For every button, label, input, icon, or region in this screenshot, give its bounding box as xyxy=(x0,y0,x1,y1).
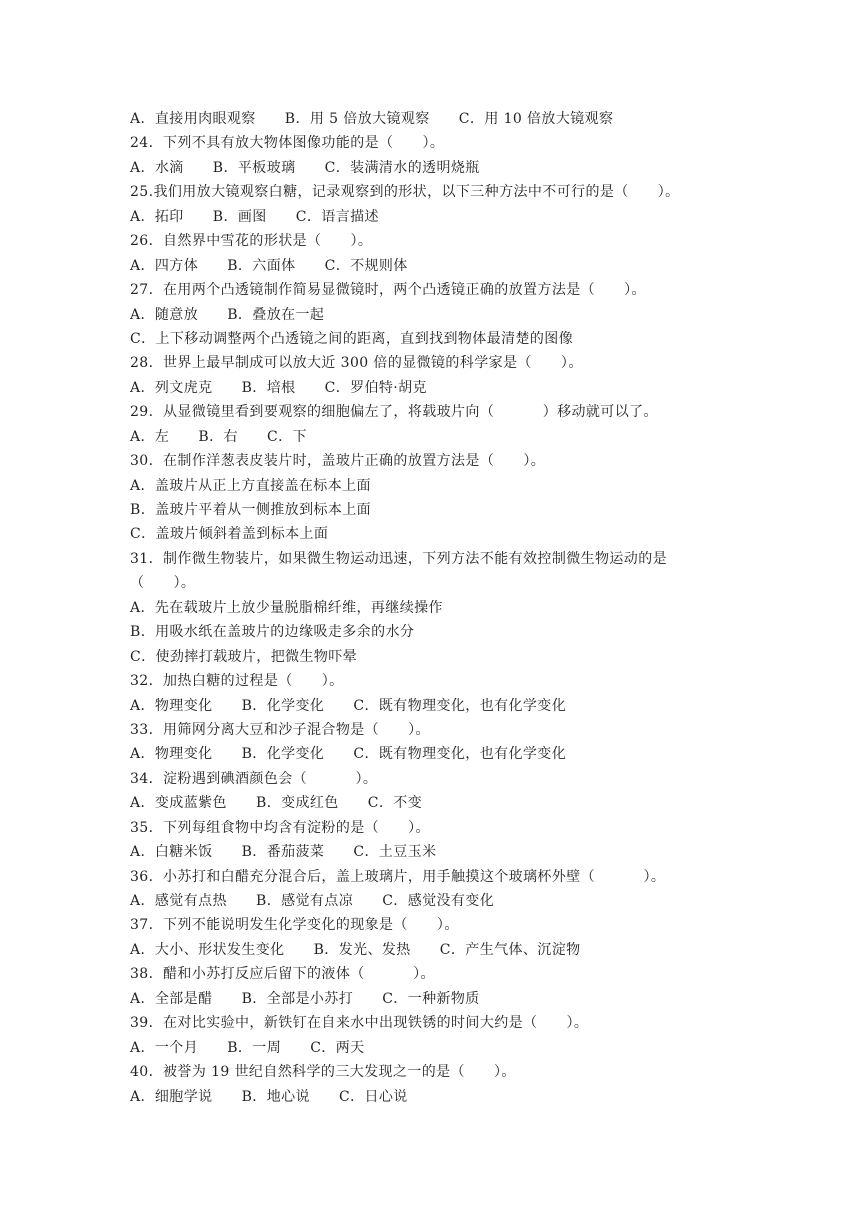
text-line: 25.我们用放大镜观察白糖，记录观察到的形状，以下三种方法中不可行的是（ ）。 xyxy=(130,184,680,201)
text-line: A．感觉有点热 B．感觉有点凉 C．感觉没有变化 xyxy=(130,893,495,909)
text-line: C．使劲摔打载玻片，把微生物吓晕 xyxy=(130,648,358,665)
text-line: A．变成蓝紫色 B．变成红色 C．不变 xyxy=(130,795,423,812)
text-line: A．四方体 B．六面体 C．不规则体 xyxy=(130,257,408,274)
text-line: A．物理变化 B．化学变化 C．既有物理变化，也有化学变化 xyxy=(130,746,567,763)
text-line: A．白糖米饭 B．番茄菠菜 C．土豆玉米 xyxy=(130,844,437,861)
text-line: 28．世界上最早制成可以放大近 300 倍的显微镜的科学家是（ ）。 xyxy=(130,355,583,372)
text-line: 32．加热白糖的过程是（ ）。 xyxy=(130,673,344,690)
text-line: 37．下列不能说明发生化学变化的现象是（ ）。 xyxy=(130,917,459,934)
text-line: A．左 B．右 C．下 xyxy=(130,428,307,445)
text-line: A．先在载玻片上放少量脱脂棉纤维，再继续操作 xyxy=(130,599,443,616)
text-line: A．大小、形状发生变化 B．发光、发热 C．产生气体、沉淀物 xyxy=(130,941,581,958)
text-line: A．一个月 B．一周 C．两天 xyxy=(130,1039,365,1056)
text-line: 29．从显微镜里看到要观察的细胞偏左了，将载玻片向（ ）移动就可以了。 xyxy=(130,404,658,421)
text-line: A．拓印 B．画图 C．语言描述 xyxy=(130,208,379,225)
text-line: 38．醋和小苏打反应后留下的液体（ ）。 xyxy=(130,966,435,983)
text-line: 36．小苏打和白醋充分混合后，盖上玻璃片，用手触摸这个玻璃杯外壁（ ）。 xyxy=(130,868,666,885)
text-line: 40．被誉为 19 世纪自然科学的三大发现之一的是（ ）。 xyxy=(130,1064,516,1081)
text-line: A．列文虎克 B．培根 C．罗伯特·胡克 xyxy=(130,379,427,396)
text-line: A．直接用肉眼观察 B．用 5 倍放大镜观察 C．用 10 倍放大镜观察 xyxy=(130,111,614,127)
text-line: 34．淀粉遇到碘酒颜色会（ ）。 xyxy=(130,770,378,787)
text-line: A．物理变化 B．化学变化 C．既有物理变化，也有化学变化 xyxy=(130,697,567,714)
text-line: 27．在用两个凸透镜制作简易显微镜时，两个凸透镜正确的放置方法是（ ）。 xyxy=(130,282,646,299)
text-line: A．盖玻片从正上方直接盖在标本上面 xyxy=(130,477,371,494)
text-line: A．水滴 B．平板玻璃 C．装满清水的透明烧瓶 xyxy=(130,159,480,176)
text-line: A．全部是醋 B．全部是小苏打 C．一种新物质 xyxy=(130,990,480,1007)
text-line: C．上下移动调整两个凸透镜之间的距离，直到找到物体最清楚的图像 xyxy=(130,330,574,347)
text-line: 24．下列不具有放大物体图像功能的是（ ）。 xyxy=(130,135,445,152)
text-line: 35．下列每组食物中均含有淀粉的是（ ）。 xyxy=(130,819,430,836)
text-line: B．用吸水纸在盖玻片的边缘吸走多余的水分 xyxy=(130,624,415,641)
question-list xyxy=(130,107,740,1109)
text-line: 30．在制作洋葱表皮装片时，盖玻片正确的放置方法是（ ）。 xyxy=(130,453,546,470)
text-line: 26．自然界中雪花的形状是（ ）。 xyxy=(130,233,373,250)
text-line: A．细胞学说 B．地心说 C．日心说 xyxy=(130,1088,408,1105)
text-line: 39．在对比实验中，新铁钉在自来水中出现铁锈的时间大约是（ ）。 xyxy=(130,1015,589,1032)
text-line: （ ）。 xyxy=(130,575,196,592)
text-line: 33．用筛网分离大豆和沙子混合物是（ ）。 xyxy=(130,721,430,738)
text-line: 31．制作微生物装片，如果微生物运动迅速，下列方法不能有效控制微生物运动的是 xyxy=(130,550,668,567)
text-line: B．盖玻片平着从一侧推放到标本上面 xyxy=(130,502,372,518)
text-line: C．盖玻片倾斜着盖到标本上面 xyxy=(130,526,329,543)
text-line: A．随意放 B．叠放在一起 xyxy=(130,306,325,323)
